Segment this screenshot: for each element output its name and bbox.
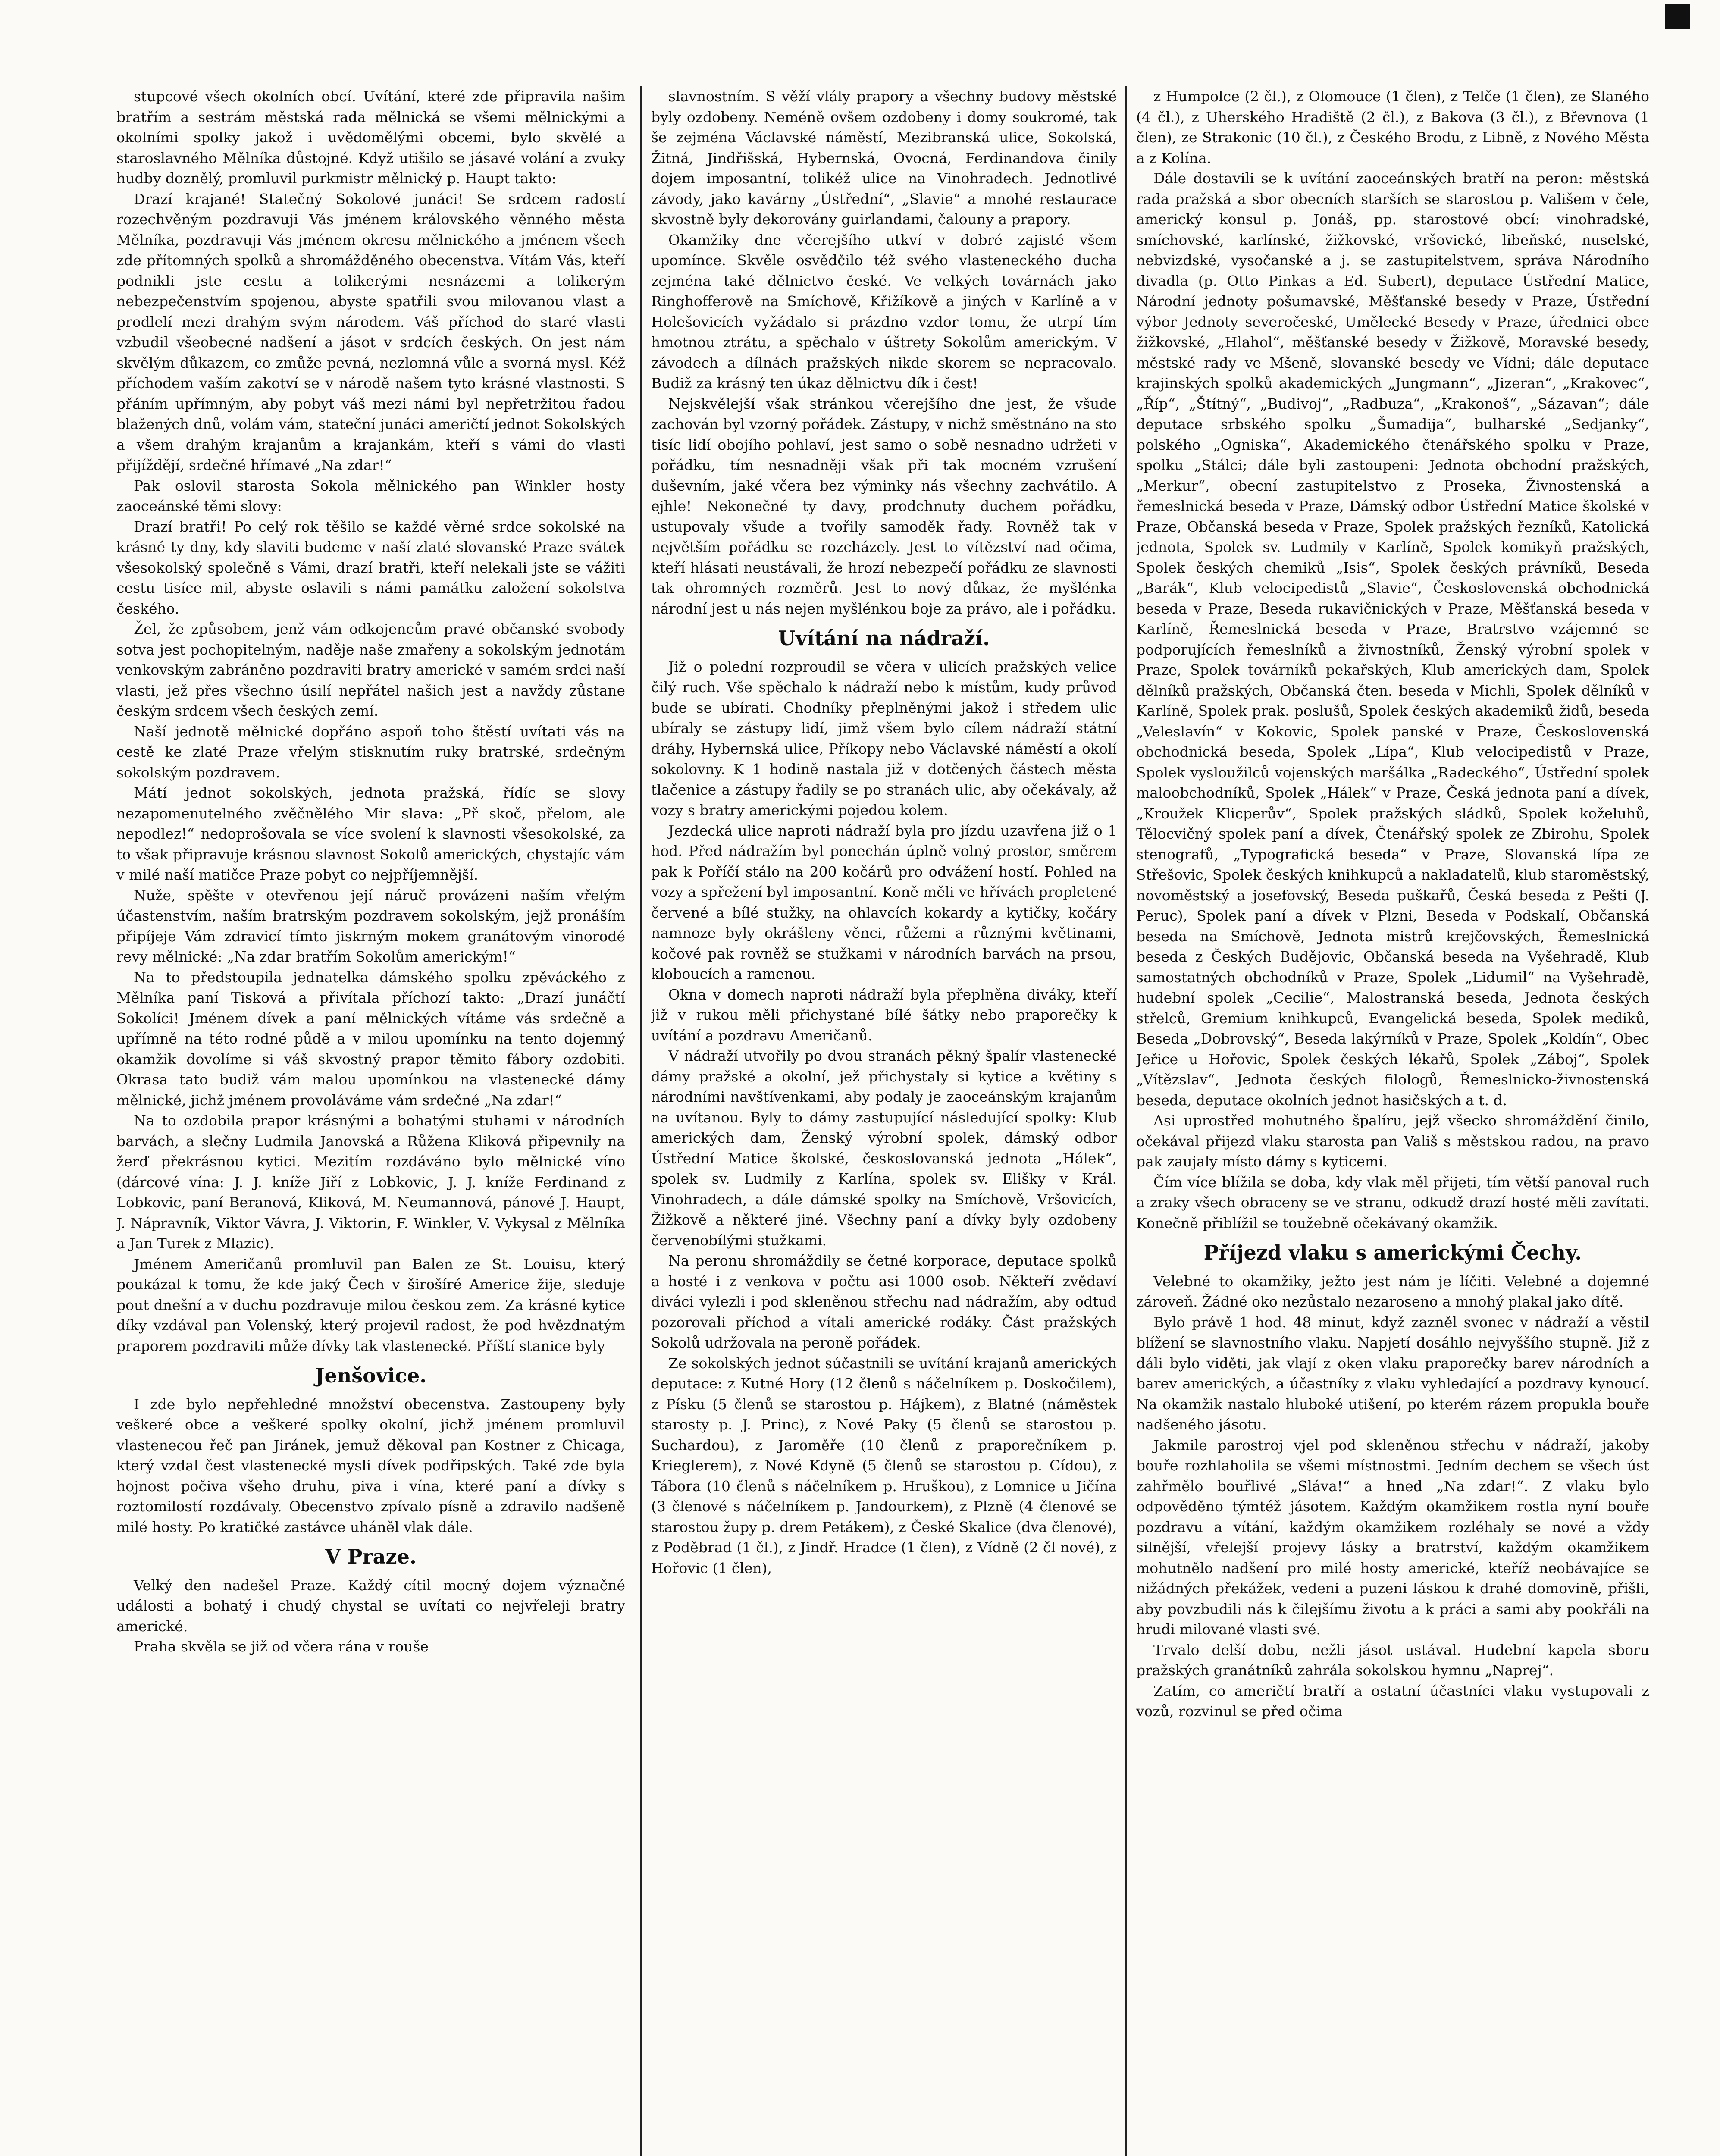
- paragraph: Žel, že způsobem, jenž vám odkojencům pravé občanské svobody sotva jest pochopitelným, naděje naše zmařeny a sokolským jednotám venkovským zabráněno pozdraviti bratry americké v samém srdci naší vlasti, jež přes všechno úsilí nepřátel našich jest a navždy zůstane českým srdcem všech českých zemí.: [116, 620, 625, 719]
- paragraph: Jakmile parostroj vjel pod skleněnou střechu v nádraží, jakoby bouře rozhlaholila se všemi místnostmi. Jedním dechem se všech úst zahřmělo bouřlivé „Sláva!“ a hned „Na zdar!“. Z vlaku bylo odpověděno týmtéž jásotem. Každým okamžikem rostla nyní bouře pozdravu a vítání, každým okamžikem rozléhaly se nové a vždy silnější, vřelejší projevy lásky a bratrství, každým okamžikem mohutnělo nadšení pro milé hosty americké, kteříž neobávajíce se nižádných překážek, vedeni a puzeni láskou k drahé domovině, přišli, aby povzbudili nás k čilejšímu životu a k práci a sami aby pookřáli na hrudi milované vlasti své.: [1136, 1436, 1649, 1638]
- paragraph: Okna v domech naproti nádraží byla přeplněna diváky, kteří již v rukou měli přichystané bílé šátky nebo praporečky k uvítání a pozdravu Američanů.: [651, 986, 1117, 1044]
- paragraph: Velebné to okamžiky, ježto jest nám je líčiti. Velebné a dojemné zároveň. Žádné oko nezůstalo nezaroseno a mnohý plakal jako dítě.: [1136, 1272, 1649, 1310]
- paragraph: z Humpolce (2 čl.), z Olomouce (1 člen), z Telče (1 člen), ze Slaného (4 čl.), z Uherského Hradiště (2 čl.), z Bakova (3 čl.), z Břevnova (1 člen), ze Strakonic (10 čl.), z Českého Brodu, z Libně, z Nového Města a z Kolína.: [1136, 88, 1649, 166]
- paragraph: Jménem Američanů promluvil pan Balen ze St. Louisu, který poukázal k tomu, že kde jaký Čech v širošíré Americe žije, sleduje pout dnešní a v duchu pozdravuje milou českou zem. Za krásné kytice díky vzdával pan Volenský, který projevil radost, že pod hvězdnatým praporem pozdraviti může dívky tak vlastenecké. Příští stanice byly: [116, 1255, 625, 1354]
- paragraph: Jezdecká ulice naproti nádraží byla pro jízdu uzavřena již o 1 hod. Před nádražím byl ponechán úplně volný prostor, směrem pak k Poříčí stálo na 200 kočárů pro odvážení hostí. Pohled na vozy a spřežení byl imposantní. Koně měli ve hřívách propletené červené a bílé stužky, na ohlavcích kokardy a kytičky, kočáry namnoze byly okrášleny věnci, růžemi a různými květinami, kočové pak rovněž se stužkami v národních barvách na prsou, kloboucích a ramenou.: [651, 822, 1117, 982]
- paragraph: Dále dostavili se k uvítání zaoceánských bratří na peron: městská rada pražská a sbor obecních starších se starostou p. Vališem v čele, americký konsul p. Jonáš, pp. starostové obcí: vinohradské, smíchovské, karlínské, žižkovské, vršovické, libeňské, nuselské, nebvizdské, vysočanské a j. se zastupitelstvem, správa Národního divadla (p. Otto Pinkas a Ed. Subert), deputace Ústřední Matice, Národní jednoty pošumavské, Měšťanské besedy v Praze, Ústřední výbor Jednoty severočeské, Umělecké Besedy v Praze, úřednici obce žižkovské, „Hlahol“, měšťanské besedy v Žižkově, Moravské besedy, městské rady ve Mšeně, slovanské besedy ve Vídni; dále deputace krajinských spolků akademických „Jungmann“, „Jizeran“, „Krakovec“, „Říp“, „Štítný“, „Budivoj“, „Radbuza“, „Krakonoš“, „Sázavan“; dále deputace srbského spolku „Šumadija“, bulharské „Sedjanky“, polského „Ogniska“, Akademického čtenářského spolku v Praze, spolku „Stálci; dále byli zastoupeni: Jednota obchodní pražských, „Merkur“, obecní zastupitelstvo z Proseka, Živnostenská a řemeslnická beseda v Praze, Dámský odbor Ústřední Matice školské v Praze, Občanská beseda v Praze, Spolek pražských řezníků, Katolická jednota, Spolek sv. Ludmily v Karlíně, Spolek komikyň pražských, Spolek českých chemiků „Isis“, Spolek českých právníků, Beseda „Barák“, Klub velocipedistů „Slavie“, Československá obchodnická beseda v Praze, Beseda rukavičnických v Praze, Měšťanská beseda v Karlíně, Řemeslnická beseda v Praze, Bratrstvo vzájemné se podporujících řemeslníků a živnostníků, Ženský výrobní spolek v Praze, Spolek továrníků pekařských, Klub amerických dam, Spolek dělníků pražských, Občanská čten. beseda v Michli, Spolek dělníků v Karlíně, Spolek prak. poslušů, Spolek českých akademiků židů, beseda „Veleslavín“ v Kokovic, Spolek panské v Praze, Československá obchodnická beseda, Spolek „Lípa“, Klub velocipedistů v Praze, Spolek vysloužilců vojenských maršálka „Radeckého“, Ústřední spolek maloobchodníků, Spolek „Hálek“ v Praze, Česká jednota paní a dívek, „Kroužek Klicperův“, Spolek pražských sládků, Spolek koželuhů, Tělocvičný spolek paní a dívek, Čtenářský spolek ze Zbirohu, Spolek stenografů, „Typografická beseda“ v Praze, Slovanská lípa ze Střešovic, Spolek českých knihkupců a nakladatelů, klub staroměstský, novoměstský a josefovský, Beseda puškařů, Česká beseda z Pešti (J. Peruc), Spolek paní a dívek v Plzni, Beseda v Podskalí, Občanská beseda na Smíchově, Jednota mistrů krejčovských, Řemeslnická beseda z Českých Budějovic, Občanská beseda na Vyšehradě, Klub samostatných obchodníků v Praze, Spolek „Lidumil“ na Vyšehradě, hudební spolek „Cecilie“, Malostranská beseda, Jednota českých střelců, Gremium knihkupců, Evangelická beseda, Spolek mediků, Beseda „Dobrovský“, Beseda lakýrníků v Praze, Spolek „Koldín“, Obec Jeřice u Hořovic, Spolek českých lékařů, Spolek „Záboj“, Spolek „Vítězslav“, Jednota českých filologů, Řemeslnicko-živnostenská beseda, deputace okolních jednot hasičských a t. d.: [1136, 170, 1649, 1109]
- paragraph: I zde bylo nepřehledné množství obecenstva. Zastoupeny byly veškeré obce a veškeré spolky okolní, jichž jménem promluvil vlastenecou řeč pan Jiránek, jemuž děkoval pan Kostner z Chicaga, který vzdal čest vlastenecké mysli dívek podřipských. Také zde byla hojnost počiva všeho druhu, piva i vína, které paní a dívky s roztomilostí rozdávaly. Obecenstvo zpívalo písně a zdravilo nadšeně milé hosty. Po kratičké zastávce uháněl vlak dále.: [116, 1395, 625, 1536]
- section-heading: Jenšovice.: [315, 1364, 427, 1387]
- paragraph: Bylo právě 1 hod. 48 minut, když zazněl svonec v nádraží a věstil blížení se slavnostního vlaku. Napjetí dosáhlo nejvyššího stupně. Již z dáli bylo viděti, jak vlají z oken vlaku praporečky barev národních a barev amerických, a účastníky z vlaku vyhledající a pozdravy kynoucí. Na okamžik nastalo hluboké utišení, po kterém rázem propukla bouře nadšeného jásotu.: [1136, 1313, 1649, 1433]
- paragraph: Drazí bratři! Po celý rok těšilo se každé věrné srdce sokolské na krásné ty dny, kdy slaviti budeme v naší zlaté slovanské Praze svátek všesokolský společně s Vámi, drazí bratři, kteří nelekali jste se vážiti cestu tisíce mil, abyste oslavili s námi památku založení sokolstva českého.: [116, 518, 625, 617]
- column-1: [116, 86, 625, 2156]
- section-heading: Uvítání na nádraží.: [778, 627, 990, 650]
- paragraph: Drazí krajané! Statečný Sokolové junáci! Se srdcem radostí rozechvěným pozdravuji Vás jménem královského věnného města Mělníka, pozdravuji Vás jménem okresu mělnického a jménem všech zde přítomných spolků a shromážděného obecenstva. Vítám Vás, kteří podnikli jste cestu a tolikerými nesnázemi a tolikerým nebezpečenstvím spojenou, abyste spatřili svou milovanou vlast a prodlelí mezi drahým svým národem. Váš příchod do staré vlasti vzbudil všeobecné nadšení a jásot v srdcích českých. On jest nám skvělým důkazem, co zmůže pevná, nezlomná vůle a svorná mysl. Kéž příchodem vaším zakotví se v národě našem tyto krásné vlastnosti. S přáním upřímným, aby pobyt váš mezi námi byl nepřetržitou řadou blažených dnů, volám vám, stateční junáci američtí jednot Sokolských a všem drahým krajanům a krajankám, kteří s vámi do vlasti přijíždějí, srdečné hřímavé „Na zdar!“: [116, 190, 625, 473]
- paragraph: Již o polední rozproudil se včera v ulicích pražských velice čilý ruch. Vše spěchalo k nádraží nebo k místům, kudy průvod bude se ubírati. Chodníky přeplněnými jakož i středem ulic ubíraly se zástupy lidí, jimž všem bylo cílem nádraží státní dráhy, Hybernská ulice, Příkopy nebo Václavské náměstí a okolí sokolovny. K 1 hodině nastala již v dotčených částech města tlačenice a zástupy řadily se po stranách ulic, aby očekávaly, až vozy s bratry americkými pojedou kolem.: [651, 658, 1117, 818]
- paragraph: Na to předstoupila jednatelka dámského spolku zpěváckého z Mělníka paní Tisková a přivítala příchozí takto: „Drazí junáčtí Sokolíci! Jménem dívek a paní mělnických vítáme vás srdečně a upřímně na této rodné půdě a v milou upomínku na tento dojemný okamžik dovolíme si váš skvostný prapor těmito fábory ozdobiti. Okrasa tato budiž vám malou upomínkou na vlastenecké dámy mělnické, jichž jménem provoláváme vám srdečné „Na zdar!“: [116, 968, 625, 1109]
- paragraph: stupcové všech okolních obcí. Uvítání, které zde připravila našim bratřím a sestrám městská rada mělnická se všemi mělnickými a okolními spolky jakož i uvědomělými obcemi, bylo skvělé a staroslavného Mělníka důstojné. Když utišilo se jásavé volání a zvuky hudby doznělý, promluvil purkmistr mělnický p. Haupt takto:: [116, 88, 625, 187]
- section-heading: Příjezd vlaku s americkými Čechy.: [1203, 1241, 1582, 1264]
- paragraph: Asi uprostřed mohutného špalíru, jejž všecko shromáždění činilo, očekával přijezd vlaku starosta pan Vališ s městskou radou, na pravo pak zaujaly místo dámy s kyticemi.: [1136, 1112, 1649, 1170]
- paragraph: Nejskvělejší však stránkou včerejšího dne jest, že všude zachován byl vzorný pořádek. Zástupy, v nichž směstnáno na sto tisíc lidí obojího pohlaví, jest samo o sobě nesnadno udržeti v pořádku, tím nesnadněji však při tak mocném vzrušení duševním, jaké včera bez výminky nás všechny zachvátilo. A ejhle! Nekonečné ty davy, prodchnuty duchem pořádku, ustupovaly všude a tvořily samoděk řady. Rovněž tak v největším pořádku se rozcházely. Jest to vítězství nad očima, kteří hlásati neustávali, že hrozí nebezpečí pořádku ze slavnosti tak ohromných rozměrů. Jest to nový důkaz, že myšlénka národní jest u nás nejen myšlénkou boje za právo, ale i pořádku.: [651, 395, 1117, 617]
- paragraph: Čím více blížila se doba, kdy vlak měl přijeti, tím větší panoval ruch a zraky všech obraceny se ve stranu, odkudž drazí hosté měli zavítati. Konečně přiblížil se toužebně očekávaný okamžik.: [1136, 1173, 1649, 1232]
- paragraph: Velký den nadešel Praze. Každý cítil mocný dojem význačné události a bohatý i chudý chystal se uvítati co nejvřeleji bratry americké.: [116, 1576, 625, 1635]
- paragraph: slavnostním. S věží vlály prapory a všechny budovy městské byly ozdobeny. Neméně ovšem ozdobeny i domy soukromé, tak še zejména Václavské náměstí, Mezibranská ulice, Sokolská, Žitná, Jindřišská, Hybernská, Ovocná, Ferdinandova činily dojem imposantní, tolikéž ulice na Vinohradech. Jednotlivé závody, jako kavárny „Ústřední“, „Slavie“ a mnohé restaurace skvostně byly dekorovány guirlandami, čalouny a prapory.: [651, 88, 1117, 228]
- column-rule: [1125, 86, 1127, 2156]
- column-rule: [640, 86, 642, 2156]
- paragraph: Pak oslovil starosta Sokola mělnického pan Winkler hosty zaoceánské těmi slovy:: [116, 477, 625, 514]
- paragraph: Okamžiky dne včerejšího utkví v dobré zajisté všem upomínce. Skvěle osvědčilo též svého vlasteneckého ducha zejména také dělnictvo české. Ve velkých továrnách jako Ringhofferově na Smíchově, Křižíkově a jiných v Karlíně a v Holešovicích vyžádalo si prázdno vzdor tomu, že utrpí tím hmotnou ztrátu, a spěchalo v úštrety Sokolům americkým. V závodech a dílnách pražských nikde skorem se nepracovalo. Budiž za krásný ten úkaz dělnictvu dík i čest!: [651, 231, 1117, 392]
- paragraph: Zatím, co američtí bratří a ostatní účastníci vlaku vystupovali z vozů, rozvinul se před očima: [1136, 1682, 1649, 1720]
- text-frame: [116, 86, 1656, 2156]
- corner-mark: [1665, 4, 1690, 29]
- paragraph: Ze sokolských jednot súčastnili se uvítání krajanů amerických deputace: z Kutné Hory (12 členů s náčelníkem p. Doskočilem), z Písku (5 členů se starostou p. Hájkem), z Blatné (náměstek starosty p. J. Princ), z Nové Paky (5 členů se starostou p. Suchardou), z Jaroměře (10 členů z praporečníkem p. Krieglerem), z Nové Kdyně (5 členů se starostou p. Cídou), z Tábora (10 členů s náčelníkem p. Hruškou), z Lomnice u Jičína (3 členové s náčelníkem p. Jandourkem), z Plzně (4 členové se starostou župy p. drem Petákem), z České Skalice (dva členové), z Poděbrad (1 čl.), z Jindř. Hradce (1 člen), z Vídně (2 čl nové), z Hořovic (1 člen),: [651, 1354, 1117, 1576]
- paragraph: V nádraží utvořily po dvou stranách pěkný špalír vlastenecké dámy pražské a okolní, jež přichystaly si kytice a květiny s národními navštívenkami, aby podaly je zaoceánským krajanům na uvítanou. Byly to dámy zastupující následující spolky: Klub amerických dam, Ženský výrobní spolek, dámský odbor Ústřední Matice školské, českoslovanská jednota „Hálek“, spolek sv. Ludmily z Karlína, spolek sv. Elišky v Král. Vinohradech, a dále dámské spolky na Smíchově, Vršovicích, Žižkově a některé jiné. Všechny paní a dívky byly ozdobeny červenobílými stužkami.: [651, 1047, 1117, 1249]
- paragraph: Naší jednotě mělnické dopřáno aspoň toho štěstí uvítati vás na cestě ke zlaté Praze vřelým stisknutím ruky bratrské, srdečným sokolským pozdravem.: [116, 723, 625, 781]
- paragraph: Nuže, spěšte v otevřenou její náruč provázeni naším vřelým účastenstvím, naším bratrským pozdravem sokolským, jejž pronáším připíjeje Vám zdravicí tímto jiskrným mokem granátovým vinorodé revy mělnické: „Na zdar bratřím Sokolům americkým!“: [116, 887, 625, 965]
- paragraph: Na peronu shromáždily se četné korporace, deputace spolků a hosté i z venkova v počtu asi 1000 osob. Někteří zvědaví diváci vylezli i pod skleněnou střechu nad nádražím, aby odtud pozorovali příchod a vítali americké rodáky. Část pražských Sokolů udržovala na peroně pořádek.: [651, 1252, 1117, 1351]
- column-3: [1136, 86, 1649, 2156]
- paragraph: Mátí jednot sokolských, jednota pražská, řídíc se slovy nezapomenutelného zvěčnělého Mir slava: „Př skoč, přelom, ale nepodlez!“ nedoprošovala se více svolení k slavnosti všesokolské, za to však připravuje krásnou slavnost Sokolů amerických, chystajíc vám v milé naší matičce Praze pobyt co nejpříjemnější.: [116, 784, 625, 883]
- paragraph: Trvalo delší dobu, nežli jásot ustával. Hudební kapela sboru pražských granátníků zahrála sokolskou hymnu „Naprej“.: [1136, 1641, 1649, 1679]
- section-heading: V Praze.: [325, 1545, 417, 1568]
- column-2: [651, 86, 1117, 2156]
- paragraph: Praha skvěla se již od včera rána v rouše: [134, 1638, 429, 1655]
- paragraph: Na to ozdobila prapor krásnými a bohatými stuhami v národních barvách, a slečny Ludmila Janovská a Růžena Kliková připevnily na žerď překrásnou kytici. Mezitím rozdáváno bylo mělnické víno (dárcové vína: J. J. kníže Jiří z Lobkovic, J. J. kníže Ferdinand z Lobkovic, paní Beranová, Kliková, M. Neumannová, pánové J. Haupt, J. Nápravník, Viktor Vávra, J. Viktorin, F. Winkler, V. Vykysal z Mělníka a Jan Turek z Mlazic).: [116, 1112, 625, 1252]
